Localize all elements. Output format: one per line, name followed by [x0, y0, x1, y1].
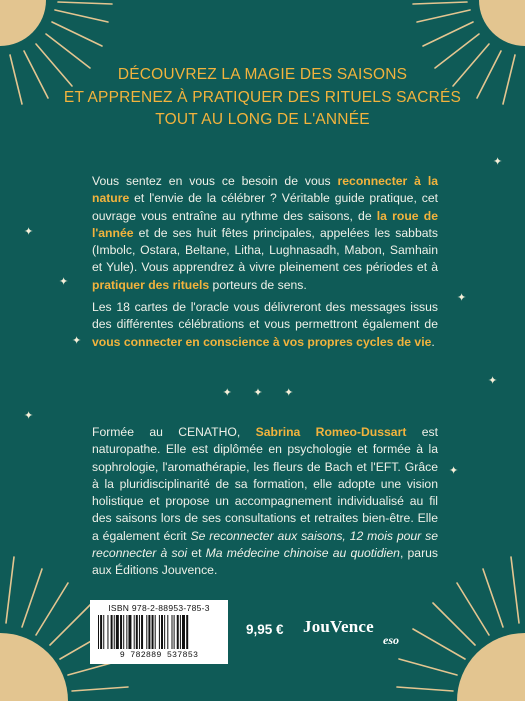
- price: 9,95 €: [246, 622, 284, 637]
- sparkle-icon: ✦: [493, 155, 503, 168]
- highlight-text: reconnecter à la nature: [92, 174, 439, 206]
- sparkle-icon: ✦: [457, 291, 467, 304]
- text-run: et l'envie de la célébrer ? Véritable guide pratique, cet ouvrage vous entraîne au rythme des saisons, de: [92, 191, 438, 223]
- headline-line: TOUT AU LONG DE L'ANNÉE: [155, 111, 370, 128]
- text-run: porteurs de sens.: [209, 277, 307, 292]
- sparkle-icon: ✦: [488, 374, 498, 387]
- sparkle-icon: ✦: [24, 409, 34, 422]
- sparkle-icon: ✦: [449, 464, 459, 477]
- author-bio: [92, 424, 438, 580]
- author-name: Sabrina Romeo-Dussart: [255, 425, 407, 439]
- publisher-sub: eso: [383, 633, 399, 647]
- text-run: , parus aux Éditions Jouvence.: [92, 546, 439, 578]
- highlight-text: vous connecter en conscience à vos propres cycles de vie: [92, 334, 432, 349]
- barcode: [90, 600, 228, 664]
- sparkle-icon: ✦: [59, 275, 69, 288]
- book-title: Ma médecine chinoise au quotidien: [205, 546, 400, 561]
- stars-divider: ✦ ✦ ✦: [222, 386, 303, 399]
- text-run: est naturopathe. Elle est diplômée en psychologie et formée à la sophrologie, l'aromathérapie, les fleurs de Bach et l'EFT. Grâce à la pluridisciplinarité de sa formation, elle adopte une vision holistique et propose un accompagnement individualisé au fil des saisons lors de ses consultations et retraites bien-être. Elle a également écrit: [92, 425, 438, 543]
- headline: [40, 64, 485, 132]
- oracle-paragraph: [92, 299, 438, 351]
- text-run: Vous sentez en vous ce besoin de vous: [92, 174, 338, 188]
- text-run: Formée au CENATHO,: [92, 425, 256, 439]
- headline-line: DÉCOUVREZ LA MAGIE DES SAISONS: [117, 66, 408, 83]
- highlight-text: la roue de l'année: [92, 208, 438, 240]
- publisher-name: JouVence: [303, 617, 374, 636]
- text-run: .: [431, 334, 435, 349]
- text-run: et de ses huit fêtes principales, appelées les sabbats (Imbolc, Ostara, Beltane, Litha, Lughnasadh, Mabon, Samhain et Yule). Vous apprendrez à vivre pleinement ces périodes et à: [92, 225, 438, 275]
- sparkle-icon: ✦: [24, 225, 34, 238]
- book-title: Se reconnecter aux saisons, 12 mois pour se reconnecter à soi: [92, 528, 438, 561]
- sparkle-icon: ✦: [72, 334, 82, 347]
- publisher-logo: [303, 611, 413, 653]
- barcode-bars-icon: [98, 615, 220, 649]
- text-run: et: [187, 546, 206, 561]
- highlight-text: pratiquer des rituels: [92, 277, 210, 292]
- headline-line: ET APPRENEZ À PRATIQUER DES RITUELS SACRÉS: [63, 88, 462, 106]
- intro-paragraph: [92, 173, 438, 294]
- text-run: Les 18 cartes de l'oracle vous délivreront des messages issus des différentes célébrations et vous permettront également de: [92, 300, 438, 332]
- ean-digits: 9 782889 537853: [119, 650, 199, 660]
- isbn-text: ISBN 978-2-88953-785-3: [108, 603, 210, 613]
